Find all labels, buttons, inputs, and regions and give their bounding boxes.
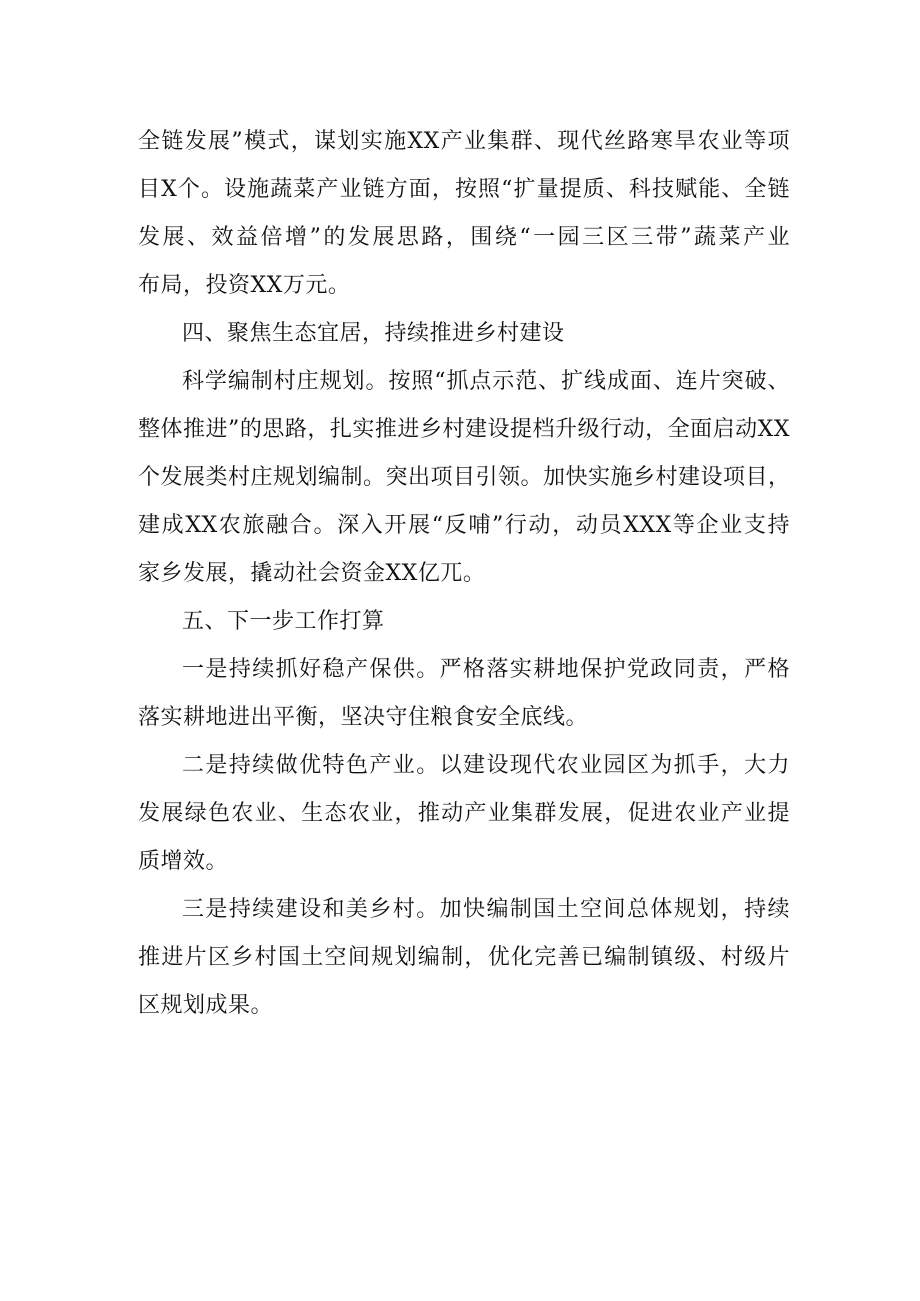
section-four-heading: 四、聚焦生态宜居，持续推进乡村建设 — [182, 321, 565, 346]
paragraph-line: 三是持续建设和美乡村。加快编制国土空间总体规划，持续 — [182, 897, 790, 922]
paragraph-line: 全链发展”模式，谋划实施XX产业集群、现代丝路寒旱农业等项 — [138, 129, 790, 154]
paragraph-line: 家乡发展，撬动社会资金XX亿兀。 — [138, 561, 486, 586]
paragraph-line: 科学编制村庄规划。按照“抓点示范、扩线成面、连片突破、 — [182, 369, 790, 394]
paragraph-line: 落实耕地进出平衡，坚决守住粮食安全底线。 — [138, 705, 589, 730]
document-body — [138, 118, 790, 1030]
paragraph-line: 区规划成果。 — [138, 993, 274, 1018]
paragraph-line: 推进片区乡村国土空间规划编制，优化完善已编制镇级、村级片 — [138, 945, 790, 970]
paragraph-line: 发展、效益倍增”的发展思路，围绕“一园三区三带”蔬菜产业 — [138, 225, 790, 250]
paragraph-line: 发展绿色农业、生态农业，推动产业集群发展，促进农业产业提 — [138, 801, 790, 826]
section-five-heading: 五、下一步工作打算 — [182, 609, 385, 634]
paragraph-line: 建成XX农旅融合。深入开展“反哺”行动，动员XXX等企业支持 — [138, 513, 790, 538]
paragraph-line: 布局，投资XX万元。 — [138, 273, 351, 298]
paragraph-line: 二是持续做优特色产业。以建设现代农业园区为抓手，大力 — [182, 753, 790, 778]
paragraph-line: 质增效。 — [138, 849, 229, 874]
paragraph-line: 一是持续抓好稳产保供。严格落实耕地保护党政同责，严格 — [182, 657, 790, 682]
paragraph-line: 个发展类村庄规划编制。突出项目引领。加快实施乡村建设项目， — [138, 465, 791, 490]
paragraph-line: 目X个。设施蔬菜产业链方面，按照“扩量提质、科技赋能、全链 — [138, 177, 790, 202]
paragraph-line: 整体推进”的思路，扎实推进乡村建设提档升级行动，全面启动XX — [138, 417, 790, 442]
